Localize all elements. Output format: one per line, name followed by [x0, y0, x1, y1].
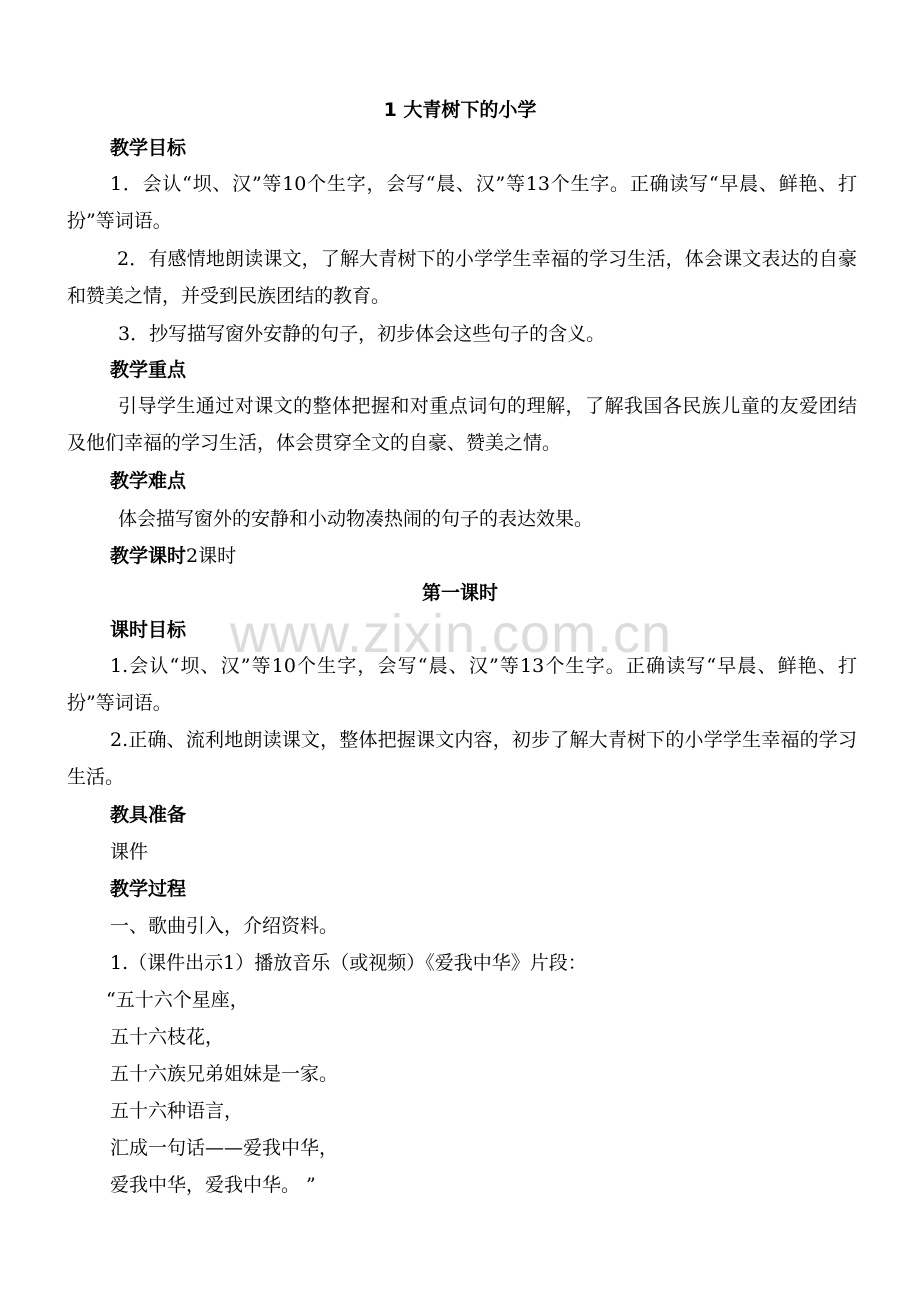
hours-label: 教学课时 — [110, 545, 187, 567]
goal-2: 2．有感情地朗读课文，了解大青树下的小学学生幸福的学习生活，体会课文表达的自豪和赞美之情，并受到民族团结的教育。 — [67, 248, 857, 307]
song-line: 五十六族兄弟姐妹是一家。 — [110, 1063, 339, 1085]
heading-process: 教学过程 — [110, 878, 187, 900]
watermark: www.zixin.com.cn — [230, 604, 673, 664]
goal-1: 1．会认“坝、汉”等10个生字，会写“晨、汉”等13个生字。正确读写“早晨、鲜艳、打扮”等词语。 — [67, 173, 857, 232]
page-title: 1 大青树下的小学 — [383, 99, 537, 121]
heading-lesson-goals: 课时目标 — [110, 619, 187, 641]
song-line: 爱我中华，爱我中华。 ” — [110, 1174, 316, 1196]
tools-text: 课件 — [110, 841, 149, 863]
process-item-1: 1.（课件出示1）播放音乐（或视频）《爱我中华》片段： — [110, 952, 587, 974]
heading-tools: 教具准备 — [110, 804, 187, 826]
heading-difficulty: 教学难点 — [110, 470, 187, 492]
hours-value: 2课时 — [186, 545, 237, 567]
lesson-goal-1: 1.会认“坝、汉”等10个生字，会写“晨、汉”等13个生字。正确读写“早晨、鲜艳、打扮”等词语。 — [67, 655, 857, 714]
difficulty-text: 体会描写窗外的安静和小动物凑热闹的句子的表达效果。 — [118, 508, 594, 530]
song-line: 五十六种语言， — [110, 1100, 244, 1122]
heading-goals: 教学目标 — [110, 137, 187, 159]
hours — [110, 544, 236, 568]
key-text: 引导学生通过对课文的整体把握和对重点词句的理解，了解我国各民族儿童的友爱团结及他们幸福的学习生活，体会贯穿全文的自豪、赞美之情。 — [67, 395, 857, 454]
goal-3: 3．抄写描写窗外安静的句子，初步体会这些句子的含义。 — [118, 323, 606, 345]
song-line: “五十六个星座， — [106, 989, 249, 1011]
lesson1-title: 第一课时 — [421, 582, 498, 604]
process-step-1: 一、歌曲引入，介绍资料。 — [110, 915, 339, 937]
song-line: 五十六枝花， — [110, 1026, 225, 1048]
song-line: 汇成一句话——爱我中华， — [110, 1137, 339, 1159]
lesson-goal-2: 2.正确、流利地朗读课文，整体把握课文内容，初步了解大青树下的小学学生幸福的学习生活。 — [67, 729, 857, 788]
heading-key: 教学重点 — [110, 359, 187, 381]
